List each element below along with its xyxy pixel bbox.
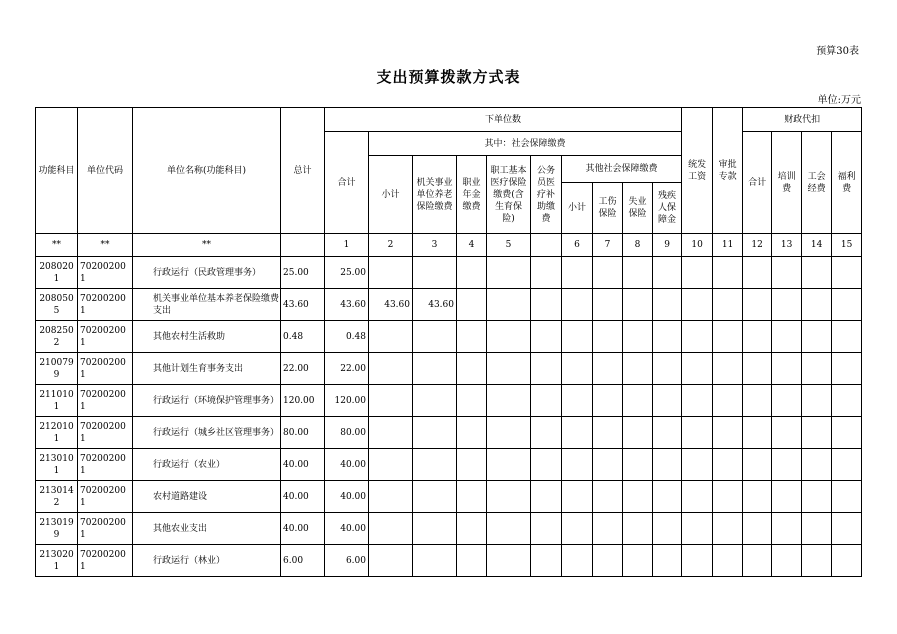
empty-cell (623, 545, 653, 577)
header-special: 审批专款 (713, 108, 743, 234)
empty-cell (593, 321, 623, 353)
unit-code-cell: 702002001 (78, 481, 133, 513)
empty-cell (457, 417, 487, 449)
empty-cell (772, 545, 802, 577)
header-social: 其中：社会保障缴费 (369, 132, 682, 156)
index-cell: 3 (413, 234, 457, 257)
unit-name-cell: 行政运行（农业） (133, 449, 281, 481)
pension-cell (413, 257, 457, 289)
total-cell: 40.00 (281, 481, 325, 513)
header-row-1 (36, 108, 862, 132)
total-cell: 6.00 (281, 545, 325, 577)
index-cell: 7 (593, 234, 623, 257)
empty-cell (802, 257, 832, 289)
budget-table (35, 107, 862, 577)
empty-cell (562, 417, 593, 449)
func-code-cell: 2130199 (36, 513, 78, 545)
unit-name-cell: 行政运行（城乡社区管理事务） (133, 417, 281, 449)
index-cell: 5 (487, 234, 531, 257)
func-code-cell: 2130201 (36, 545, 78, 577)
empty-cell (682, 321, 713, 353)
empty-cell (562, 257, 593, 289)
total-cell: 40.00 (281, 449, 325, 481)
empty-cell (593, 513, 623, 545)
empty-cell (487, 385, 531, 417)
index-cell: 10 (682, 234, 713, 257)
header-subtotal: 小计 (369, 156, 413, 234)
func-code-cell: 2120101 (36, 417, 78, 449)
unit-code-cell: 702002001 (78, 289, 133, 321)
header-pension: 机关事业单位养老保险缴费 (413, 156, 457, 234)
empty-cell (623, 353, 653, 385)
empty-cell (772, 289, 802, 321)
empty-cell (682, 289, 713, 321)
empty-cell (802, 449, 832, 481)
subtotal-cell (369, 481, 413, 513)
empty-cell (487, 545, 531, 577)
unit-name-cell: 其他农业支出 (133, 513, 281, 545)
pension-cell: 43.60 (413, 289, 457, 321)
empty-cell (802, 321, 832, 353)
empty-cell (682, 417, 713, 449)
index-cell: ** (36, 234, 78, 257)
header-unit-code: 单位代码 (78, 108, 133, 234)
empty-cell (832, 353, 862, 385)
empty-cell (487, 289, 531, 321)
table-row (36, 545, 862, 577)
empty-cell (802, 417, 832, 449)
func-code-cell: 2080505 (36, 289, 78, 321)
empty-cell (562, 353, 593, 385)
empty-cell (562, 449, 593, 481)
heji-cell: 40.00 (325, 481, 369, 513)
index-cell: ** (78, 234, 133, 257)
empty-cell (713, 513, 743, 545)
index-cell: ** (133, 234, 281, 257)
empty-cell (623, 289, 653, 321)
empty-cell (743, 513, 772, 545)
empty-cell (623, 417, 653, 449)
table-row (36, 385, 862, 417)
index-row (36, 234, 862, 257)
header-other-social: 其他社会保障缴费 (562, 156, 682, 183)
empty-cell (593, 289, 623, 321)
empty-cell (743, 353, 772, 385)
empty-cell (487, 417, 531, 449)
empty-cell (531, 289, 562, 321)
subtotal-cell (369, 513, 413, 545)
header-fiscal: 财政代扣 (743, 108, 862, 132)
table-row (36, 353, 862, 385)
header-annuity: 职业年金缴费 (457, 156, 487, 234)
empty-cell (623, 449, 653, 481)
unit-label: 单位:万元 (817, 95, 861, 106)
empty-cell (832, 449, 862, 481)
empty-cell (682, 257, 713, 289)
empty-cell (743, 385, 772, 417)
pension-cell (413, 417, 457, 449)
empty-cell (713, 481, 743, 513)
unit-code-cell: 702002001 (78, 257, 133, 289)
header-civil-medical: 公务员医疗补助缴费 (531, 156, 562, 234)
table-row (36, 513, 862, 545)
empty-cell (457, 449, 487, 481)
unit-name-cell: 行政运行（林业） (133, 545, 281, 577)
page-title: 支出预算拨款方式表 (376, 68, 521, 86)
empty-cell (832, 481, 862, 513)
empty-cell (562, 385, 593, 417)
empty-cell (713, 449, 743, 481)
empty-cell (832, 321, 862, 353)
table-row (36, 289, 862, 321)
header-unemployment: 失业保险 (623, 183, 653, 234)
empty-cell (487, 449, 531, 481)
form-number: 预算30表 (816, 46, 859, 57)
subtotal-cell (369, 449, 413, 481)
empty-cell (802, 513, 832, 545)
empty-cell (743, 289, 772, 321)
empty-cell (653, 449, 682, 481)
unit-name-cell: 机关事业单位基本养老保险缴费支出 (133, 289, 281, 321)
total-cell: 80.00 (281, 417, 325, 449)
subtotal-cell: 43.60 (369, 289, 413, 321)
header-training: 培训费 (772, 132, 802, 234)
empty-cell (623, 481, 653, 513)
empty-cell (457, 353, 487, 385)
header-medical: 职工基本医疗保险缴费(含生育保险) (487, 156, 531, 234)
empty-cell (531, 321, 562, 353)
empty-cell (832, 257, 862, 289)
index-cell: 13 (772, 234, 802, 257)
total-cell: 43.60 (281, 289, 325, 321)
empty-cell (653, 257, 682, 289)
index-cell: 4 (457, 234, 487, 257)
func-code-cell: 2130101 (36, 449, 78, 481)
table-row (36, 321, 862, 353)
subtotal-cell (369, 353, 413, 385)
heji-cell: 40.00 (325, 513, 369, 545)
empty-cell (653, 353, 682, 385)
empty-cell (562, 289, 593, 321)
table-row (36, 257, 862, 289)
header-lower-unit: 下单位数 (325, 108, 682, 132)
empty-cell (713, 353, 743, 385)
header-total: 总计 (281, 108, 325, 234)
func-code-cell: 2082502 (36, 321, 78, 353)
empty-cell (457, 289, 487, 321)
header-func-code: 功能科目 (36, 108, 78, 234)
empty-cell (682, 449, 713, 481)
total-cell: 0.48 (281, 321, 325, 353)
pension-cell (413, 513, 457, 545)
empty-cell (457, 257, 487, 289)
unit-code-cell: 702002001 (78, 353, 133, 385)
index-cell (531, 234, 562, 257)
empty-cell (772, 513, 802, 545)
unit-name-cell: 其他农村生活救助 (133, 321, 281, 353)
empty-cell (531, 385, 562, 417)
unit-name-cell: 行政运行（环境保护管理事务） (133, 385, 281, 417)
index-cell: 11 (713, 234, 743, 257)
empty-cell (457, 545, 487, 577)
empty-cell (743, 257, 772, 289)
empty-cell (772, 353, 802, 385)
heji-cell: 43.60 (325, 289, 369, 321)
subtotal-cell (369, 385, 413, 417)
subtotal-cell (369, 257, 413, 289)
empty-cell (653, 321, 682, 353)
empty-cell (802, 481, 832, 513)
empty-cell (593, 257, 623, 289)
table-row (36, 449, 862, 481)
empty-cell (593, 449, 623, 481)
empty-cell (487, 257, 531, 289)
empty-cell (802, 385, 832, 417)
header-welfare: 福利费 (832, 132, 862, 234)
empty-cell (487, 353, 531, 385)
pension-cell (413, 545, 457, 577)
empty-cell (531, 545, 562, 577)
empty-cell (457, 385, 487, 417)
heji-cell: 0.48 (325, 321, 369, 353)
empty-cell (802, 289, 832, 321)
empty-cell (832, 385, 862, 417)
empty-cell (832, 417, 862, 449)
index-cell: 12 (743, 234, 772, 257)
empty-cell (531, 449, 562, 481)
empty-cell (743, 545, 772, 577)
unit-code-cell: 702002001 (78, 385, 133, 417)
index-cell: 15 (832, 234, 862, 257)
total-cell: 40.00 (281, 513, 325, 545)
empty-cell (802, 545, 832, 577)
empty-cell (832, 545, 862, 577)
heji-cell: 6.00 (325, 545, 369, 577)
heji-cell: 25.00 (325, 257, 369, 289)
unit-name-cell: 行政运行（民政管理事务） (133, 257, 281, 289)
empty-cell (682, 385, 713, 417)
empty-cell (653, 481, 682, 513)
empty-cell (713, 289, 743, 321)
index-cell: 9 (653, 234, 682, 257)
header-salary: 统发工资 (682, 108, 713, 234)
header-unit-name: 单位名称(功能科目) (133, 108, 281, 234)
header-union: 工会经费 (802, 132, 832, 234)
heji-cell: 22.00 (325, 353, 369, 385)
header-fiscal-total: 合计 (743, 132, 772, 234)
empty-cell (593, 545, 623, 577)
subtotal-cell (369, 321, 413, 353)
empty-cell (772, 385, 802, 417)
empty-cell (772, 417, 802, 449)
empty-cell (487, 513, 531, 545)
func-code-cell: 2130142 (36, 481, 78, 513)
empty-cell (772, 481, 802, 513)
unit-code-cell: 702002001 (78, 545, 133, 577)
pension-cell (413, 449, 457, 481)
unit-name-cell: 其他计划生育事务支出 (133, 353, 281, 385)
empty-cell (772, 257, 802, 289)
table-row (36, 417, 862, 449)
empty-cell (562, 545, 593, 577)
empty-cell (653, 513, 682, 545)
empty-cell (682, 545, 713, 577)
pension-cell (413, 353, 457, 385)
empty-cell (562, 481, 593, 513)
empty-cell (743, 449, 772, 481)
empty-cell (623, 321, 653, 353)
index-cell: 14 (802, 234, 832, 257)
empty-cell (623, 513, 653, 545)
empty-cell (457, 321, 487, 353)
empty-cell (653, 385, 682, 417)
pension-cell (413, 321, 457, 353)
empty-cell (623, 385, 653, 417)
pension-cell (413, 481, 457, 513)
header-injury: 工伤保险 (593, 183, 623, 234)
index-cell (281, 234, 325, 257)
header-disabled: 残疾人保障金 (653, 183, 682, 234)
empty-cell (487, 481, 531, 513)
empty-cell (653, 545, 682, 577)
subtotal-cell (369, 417, 413, 449)
empty-cell (562, 321, 593, 353)
header-heji: 合计 (325, 132, 369, 234)
empty-cell (743, 417, 772, 449)
empty-cell (593, 385, 623, 417)
empty-cell (713, 417, 743, 449)
total-cell: 120.00 (281, 385, 325, 417)
unit-code-cell: 702002001 (78, 417, 133, 449)
total-cell: 22.00 (281, 353, 325, 385)
index-cell: 8 (623, 234, 653, 257)
empty-cell (562, 513, 593, 545)
empty-cell (457, 481, 487, 513)
empty-cell (593, 353, 623, 385)
heji-cell: 40.00 (325, 449, 369, 481)
empty-cell (743, 321, 772, 353)
unit-code-cell: 702002001 (78, 321, 133, 353)
unit-code-cell: 702002001 (78, 449, 133, 481)
empty-cell (531, 353, 562, 385)
pension-cell (413, 385, 457, 417)
empty-cell (457, 513, 487, 545)
empty-cell (682, 513, 713, 545)
empty-cell (772, 449, 802, 481)
subtotal-cell (369, 545, 413, 577)
empty-cell (713, 257, 743, 289)
index-cell: 6 (562, 234, 593, 257)
empty-cell (832, 513, 862, 545)
empty-cell (743, 481, 772, 513)
empty-cell (713, 545, 743, 577)
index-cell: 2 (369, 234, 413, 257)
empty-cell (713, 385, 743, 417)
index-cell: 1 (325, 234, 369, 257)
empty-cell (531, 417, 562, 449)
empty-cell (653, 289, 682, 321)
total-cell: 25.00 (281, 257, 325, 289)
empty-cell (623, 257, 653, 289)
empty-cell (653, 417, 682, 449)
func-code-cell: 2110101 (36, 385, 78, 417)
heji-cell: 120.00 (325, 385, 369, 417)
empty-cell (832, 289, 862, 321)
func-code-cell: 2080201 (36, 257, 78, 289)
empty-cell (531, 257, 562, 289)
header-other-subtotal: 小计 (562, 183, 593, 234)
empty-cell (772, 321, 802, 353)
empty-cell (593, 417, 623, 449)
heji-cell: 80.00 (325, 417, 369, 449)
empty-cell (593, 481, 623, 513)
empty-cell (531, 481, 562, 513)
unit-name-cell: 农村道路建设 (133, 481, 281, 513)
empty-cell (682, 353, 713, 385)
empty-cell (713, 321, 743, 353)
func-code-cell: 2100799 (36, 353, 78, 385)
table-row (36, 481, 862, 513)
empty-cell (487, 321, 531, 353)
empty-cell (531, 513, 562, 545)
unit-code-cell: 702002001 (78, 513, 133, 545)
empty-cell (802, 353, 832, 385)
empty-cell (682, 481, 713, 513)
